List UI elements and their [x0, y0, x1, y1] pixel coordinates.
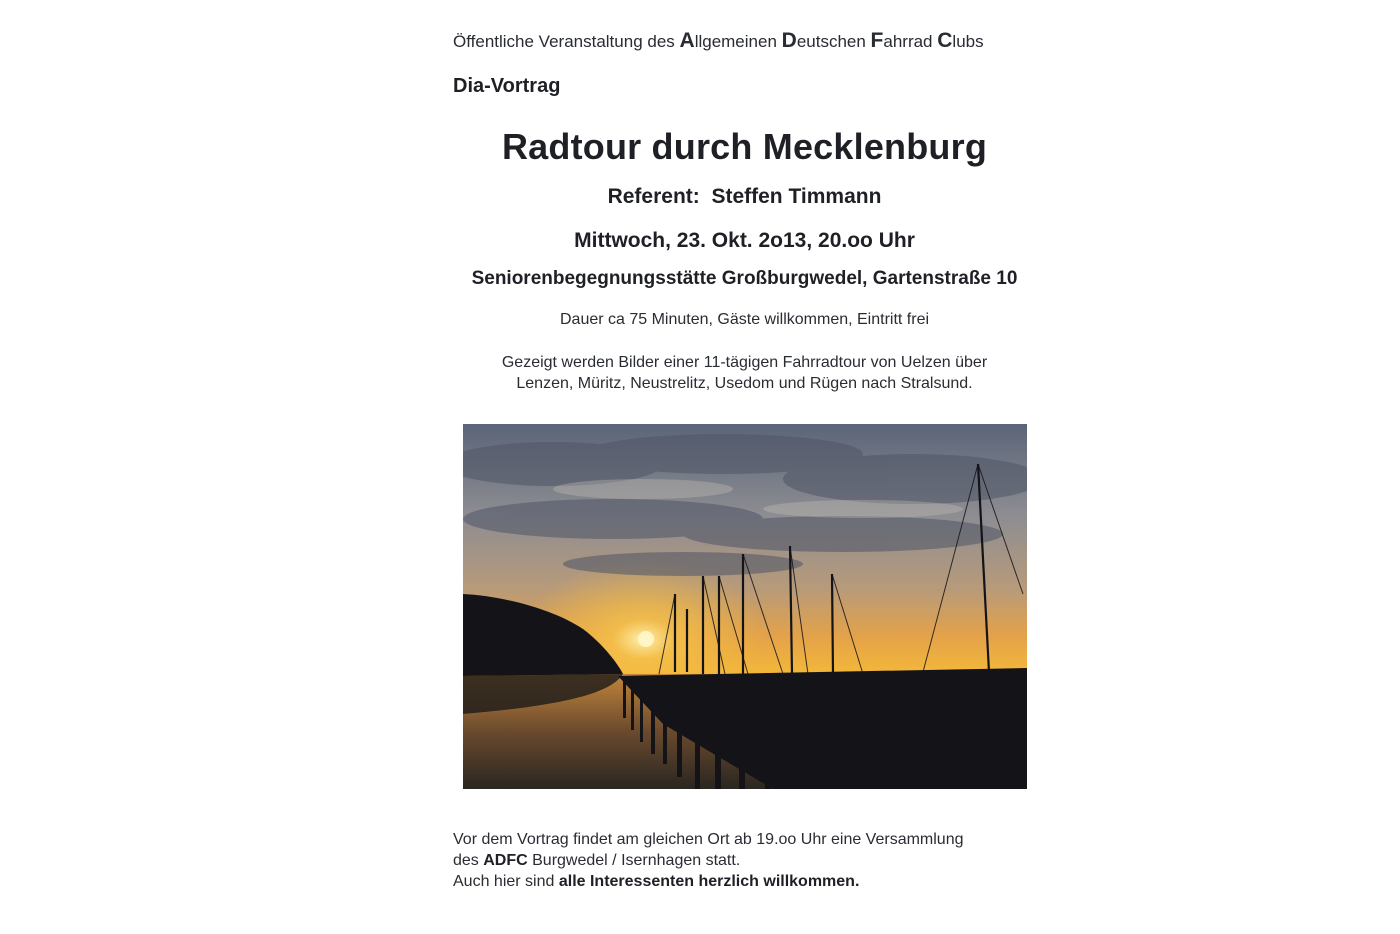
organizer-text-part: Öffentliche Veranstaltung des: [453, 32, 680, 51]
footer-line: Vor dem Vortrag findet am gleichen Ort ab 19.oo Uhr eine Versammlung: [453, 831, 964, 848]
footer-line: [453, 871, 964, 892]
organizer-line: [453, 29, 984, 53]
referent-line: [453, 185, 1036, 209]
footer-text: des: [453, 852, 484, 869]
footer-text: Auch hier sind: [453, 873, 559, 890]
event-date: Mittwoch, 23. Okt. 2o13, 20.oo Uhr: [574, 229, 915, 252]
description-line: Gezeigt werden Bilder einer 11-tägigen Fahrradtour von Uelzen über: [501, 354, 988, 371]
organizer-initial: A: [679, 29, 695, 52]
footer-adfc: ADFC: [483, 852, 528, 869]
footer-note: [453, 829, 964, 892]
organizer-initial: F: [870, 29, 884, 52]
footer-welcome: alle Interessenten herzlich willkommen.: [558, 873, 860, 890]
referent-name: Steffen Timmann: [711, 185, 882, 208]
footer-line: [453, 850, 964, 871]
description-line: Lenzen, Müritz, Neustrelitz, Usedom und Rügen nach Stralsund.: [516, 375, 973, 392]
organizer-initial: D: [781, 29, 797, 52]
sunset-harbor-photo: [463, 424, 1027, 789]
event-details: Dauer ca 75 Minuten, Gäste willkommen, Eintritt frei: [559, 311, 930, 328]
event-kind: Dia-Vortrag: [453, 75, 561, 97]
organizer-text-part: ahrrad: [883, 32, 938, 51]
footer-text: Burgwedel / Isernhagen statt.: [527, 852, 741, 869]
event-description: [453, 352, 1036, 394]
organizer-text-part: lubs: [952, 32, 984, 51]
event-title: Radtour durch Mecklenburg: [501, 126, 988, 167]
organizer-initial: C: [937, 29, 953, 52]
organizer-text-part: llgemeinen: [694, 32, 782, 51]
organizer-text-part: eutschen: [796, 32, 871, 51]
event-venue: Seniorenbegegnungsstätte Großburgwedel, Gartenstraße 10: [471, 268, 1018, 289]
referent-label: Referent:: [607, 185, 700, 208]
